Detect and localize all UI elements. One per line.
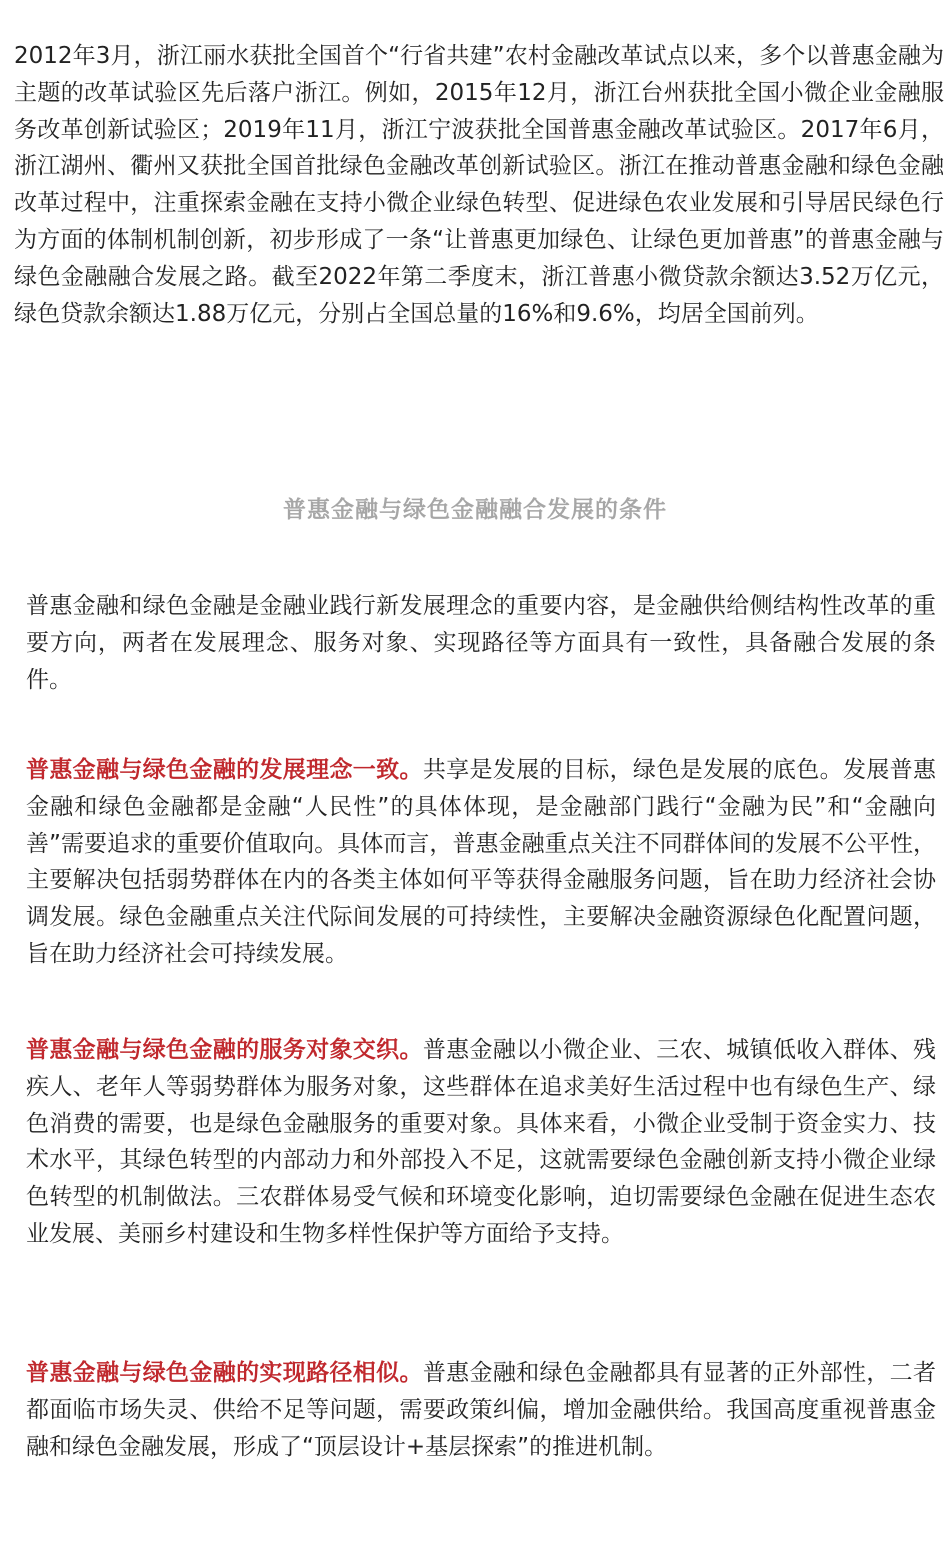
paragraph-paths-body: 普惠金融和绿色金融都具有显著的正外部性，二者都面临市场失灵、供给不足等问题，需要政策纠偏，增加金融供给。我国高度重视普惠金融和绿色金融发展，形成了“顶层设计+基层探索”的推进机制。 — [26, 1360, 937, 1460]
paragraph-overview-body: 普惠金融和绿色金融是金融业践行新发展理念的重要内容，是金融供给侧结构性改革的重要方向，两者在发展理念、服务对象、实现路径等方面具有一致性，具备融合发展的条件。 — [26, 593, 936, 693]
paragraph-targets-lead: 普惠金融与绿色金融的服务对象交织。 — [26, 1037, 423, 1063]
section-title: 普惠金融与绿色金融融合发展的条件 — [283, 497, 667, 523]
paragraph-overview — [26, 588, 936, 698]
paragraph-concept-lead: 普惠金融与绿色金融的发展理念一致。 — [26, 757, 423, 783]
paragraph-targets-body: 普惠金融以小微企业、三农、城镇低收入群体、残疾人、老年人等弱势群体为服务对象，这些群体在追求美好生活过程中也有绿色生产、绿色消费的需要，也是绿色金融服务的重要对象。具体来看，小微企业受制于资金实力、技术水平，其绿色转型的内部动力和外部投入不足，这就需要绿色金融创新支持小微企业绿色转型的机制做法。三农群体易受气候和环境变化影响，迫切需要绿色金融在促进生态农业发展、美丽乡村建设和生物多样性保护等方面给予支持。 — [26, 1037, 937, 1247]
paragraph-concept-body: 共享是发展的目标，绿色是发展的底色。发展普惠金融和绿色金融都是金融“人民性”的具体体现，是金融部门践行“金融为民”和“金融向善”需要追求的重要价值取向。具体而言，普惠金融重点关注不同群体间的发展不公平性，主要解决包括弱势群体在内的各类主体如何平等获得金融服务问题，旨在助力经济社会协调发展。绿色金融重点关注代际间发展的可持续性，主要解决金融资源绿色化配置问题，旨在助力经济社会可持续发展。 — [26, 757, 937, 967]
paragraph-paths — [26, 1355, 936, 1465]
paragraph-paths-lead: 普惠金融与绿色金融的实现路径相似。 — [26, 1360, 423, 1386]
paragraph-concept — [26, 752, 936, 973]
paragraph-targets — [26, 1032, 936, 1253]
intro-paragraph: 2012年3月，浙江丽水获批全国首个“行省共建”农村金融改革试点以来，多个以普惠金融为主题的改革试验区先后落户浙江。例如，2015年12月，浙江台州获批全国小微企业金融服务改革创新试验区；2019年11月，浙江宁波获批全国普惠金融改革试验区。2017年6月，浙江湖州、衢州又获批全国首批绿色金融改革创新试验区。浙江在推动普惠金融和绿色金融改革过程中，注重探索金融在支持小微企业绿色转型、促进绿色农业发展和引导居民绿色行为方面的体制机制创新，初步形成了一条“让普惠更加绿色、让绿色更加普惠”的普惠金融与绿色金融融合发展之路。截至2022年第二季度末，浙江普惠小微贷款余额达3.52万亿元，绿色贷款余额达1.88万亿元，分别占全国总量的16%和9.6%，均居全国前列。 — [14, 43, 944, 327]
